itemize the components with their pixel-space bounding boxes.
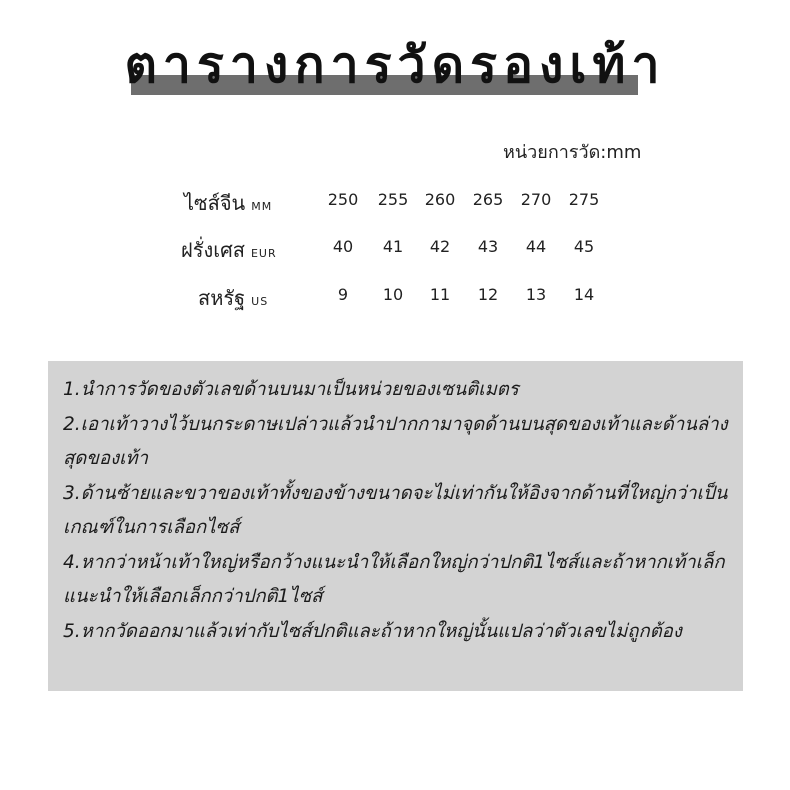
row-label-abbr: US: [251, 295, 269, 308]
size-cell: 265: [472, 190, 504, 209]
instruction-item: 3.ด้านซ้ายและขวาของเท้าทั้งของข้างขนาดจะไม่เท่ากันให้อิงจากด้านที่ใหญ่กว่าเป็นเกณฑ์ในการเลือกไซส์: [63, 482, 728, 538]
size-cell: 45: [573, 237, 595, 256]
page-title: ตารางการวัดรองเท้า: [124, 36, 666, 94]
row-label-abbr: MM: [251, 200, 273, 213]
unit-label: หน่วยการวัด:mm: [503, 142, 642, 163]
size-row-us: [0, 282, 790, 312]
size-cell: 11: [429, 285, 451, 304]
size-cell: 41: [382, 237, 404, 256]
row-label: [181, 234, 277, 266]
size-cell: 275: [568, 190, 600, 209]
size-cell: 43: [477, 237, 499, 256]
instruction-item: 4.หากว่าหน้าเท้าใหญ่หรือกว้างแนะนำให้เลือกใหญ่กว่าปกติ1ไซส์และถ้าหากเท้าเล็กแนะนำให้เลือกเล็กกว่าปกติ1ไซส์: [63, 551, 725, 607]
size-cell: 255: [377, 190, 409, 209]
size-cell: 40: [332, 237, 354, 256]
size-cell: 260: [424, 190, 456, 209]
row-label-abbr: EUR: [250, 247, 277, 260]
row-label-text: สหรัฐ: [198, 286, 246, 310]
size-cell: 13: [525, 285, 547, 304]
instructions-list: [63, 373, 733, 649]
instruction-item: 5.หากวัดออกมาแล้วเท่ากับไซส์ปกติและถ้าหากใหญ่นั้นแปลว่าตัวเลขไม่ถูกต้อง: [63, 620, 682, 642]
size-cell: 10: [382, 285, 404, 304]
row-label: [198, 282, 268, 314]
instruction-item: 2.เอาเท้าวางไว้บนกระดาษเปล่าวแล้วนำปากกามาจุดด้านบนสุดของเท้าและด้านล่างสุดของเท้า: [63, 413, 728, 469]
size-cell: 270: [520, 190, 552, 209]
size-row-china: [0, 187, 790, 217]
row-label-text: ไซส์จีน: [184, 191, 246, 215]
size-cell: 12: [477, 285, 499, 304]
size-cell: 44: [525, 237, 547, 256]
size-cell: 250: [327, 190, 359, 209]
row-label-text: ฝรั่งเศส: [181, 238, 245, 262]
instructions-panel: [48, 361, 743, 691]
instruction-item: 1.นำการวัดของตัวเลขด้านบนมาเป็นหน่วยของเซนติเมตร: [63, 379, 519, 400]
row-label: [184, 187, 272, 219]
size-cell: 14: [573, 285, 595, 304]
size-cell: 9: [337, 285, 349, 304]
size-row-france: [0, 234, 790, 264]
size-cell: 42: [429, 237, 451, 256]
